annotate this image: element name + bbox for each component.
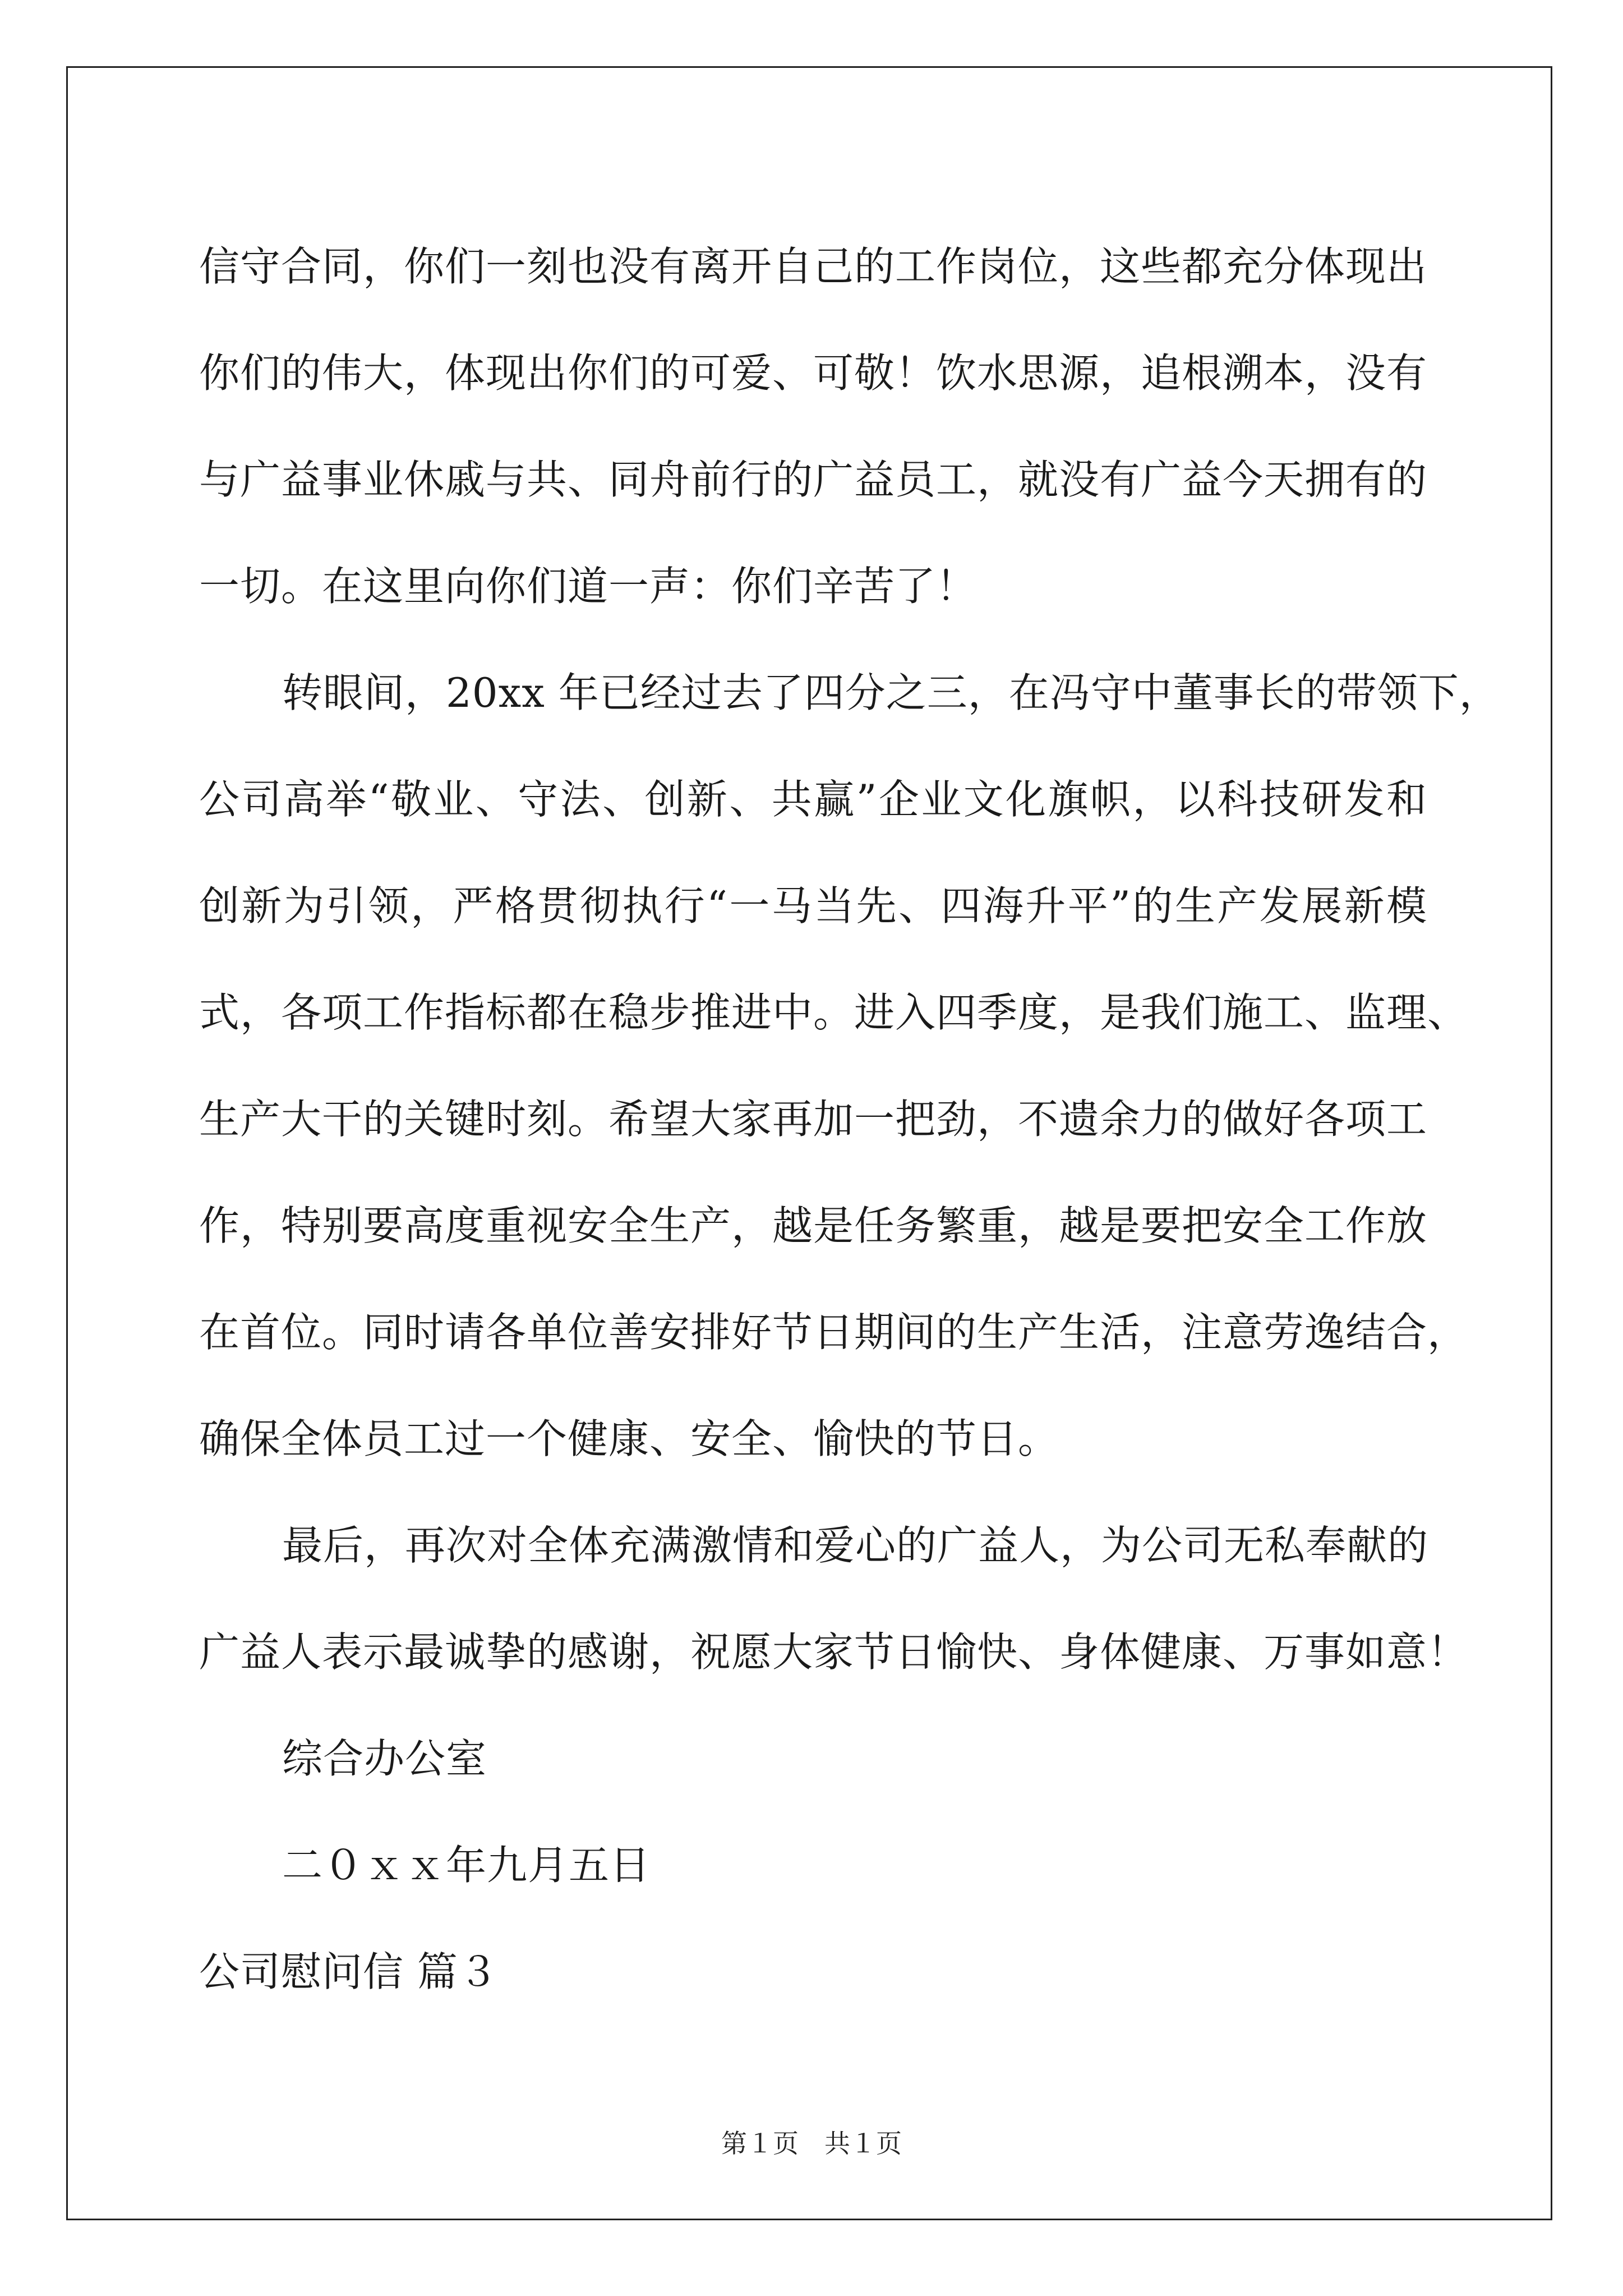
text-line: 在首位。同时请各单位善安排好节日期间的生产生活，注意劳逸结合， [199,1309,1469,1356]
signature-office: 综合办公室 [282,1735,487,1782]
paragraph-3 [199,1492,1469,1705]
text-line: 式，各项工作指标都在稳步推进中。进入四季度，是我们施工、监理、 [199,989,1469,1036]
text-line: 广益人表示最诚挚的感谢，祝愿大家节日愉快、身体健康、万事如意！ [199,1628,1469,1676]
text-line: 信守合同，你们一刻也没有离开自己的工作岗位，这些都充分体现出 [199,243,1428,290]
text-line: 转眼间，20xx 年已经过去了四分之三，在冯守中董事长的带领下， [282,669,1500,716]
text-line: 最后，再次对全体充满激情和爱心的广益人，为公司无私奉献的 [282,1522,1429,1569]
text-line: 一切。在这里向你们道一声：你们辛苦了！ [199,563,978,610]
text-line: 与广益事业休戚与共、同舟前行的广益员工，就没有广益今天拥有的 [199,456,1428,503]
section-title: 公司慰问信 篇３ [199,1948,499,1995]
text-line: 创新为引领，严格贯彻执行“一马当先、四海升平”的生产发展新模 [199,882,1427,930]
text-line: 作，特别要高度重视安全生产，越是任务繁重，越是要把安全工作放 [199,1202,1428,1249]
text-line: 公司高举“敬业、守法、创新、共赢”企业文化旗帜，以科技研发和 [199,776,1427,823]
text-line: 确保全体员工过一个健康、安全、愉快的节日。 [199,1415,1059,1462]
paragraph-1 [199,213,1427,639]
page-footer: 第１页 共１页 [721,2128,902,2159]
document-body [199,213,1500,2025]
text-line: 你们的伟大，体现出你们的可爱、可敬！饮水思源，追根溯本，没有 [199,349,1428,397]
signature-date: 二０ｘｘ年九月五日 [282,1842,651,1889]
paragraph-2 [199,639,1500,1492]
text-line: 生产大干的关键时刻。希望大家再加一把劲，不遗余力的做好各项工 [199,1096,1428,1143]
